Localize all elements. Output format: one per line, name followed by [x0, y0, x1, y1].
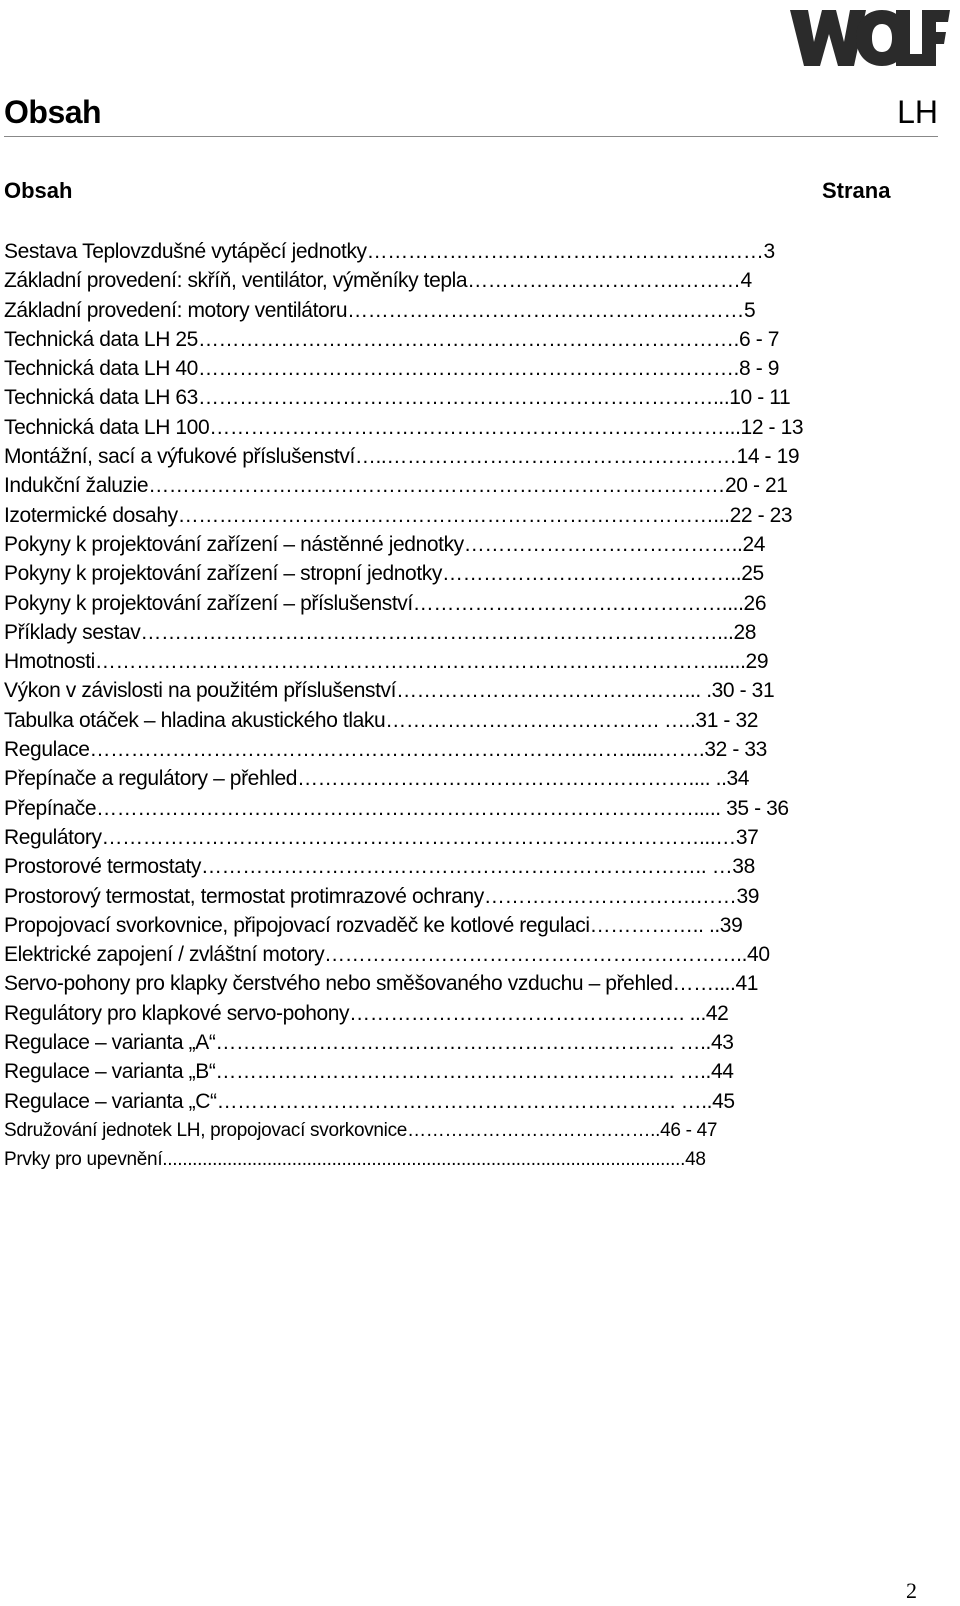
- toc-item: Technická data LH 100…………………………………………………………………...12 - 13: [4, 415, 804, 439]
- toc-item: Základní provedení: motory ventilátoru………………………………………….………5: [4, 298, 756, 322]
- toc-item: Základní provedení: skříň, ventilátor, výměníky tepla………………………….………4: [4, 269, 752, 293]
- header-divider: [4, 136, 938, 137]
- toc-heading: Obsah: [4, 178, 73, 203]
- toc-item: Technická data LH 63…………………………………………………………………...10 - 11: [4, 386, 791, 410]
- toc-item: Elektrické zapojení / zvláštní motory……………………………………………………..40: [4, 943, 770, 967]
- page-column-heading: Strana: [822, 178, 891, 203]
- toc-item: Regulace – varianta „B“…………………………………………………………. …..44: [4, 1060, 734, 1084]
- page-title: Obsah: [4, 94, 102, 130]
- toc-item: Sdružování jednotek LH, propojovací svorkovnice…………………………………..46 - 47: [4, 1119, 718, 1141]
- toc-item: Přepínače a regulátory – přehled………………………………………………….... ..34: [4, 767, 750, 791]
- toc-item: Montážní, sací a výfukové příslušenství…..……………………………………………14 - 19: [4, 445, 800, 469]
- toc-item: Pokyny k projektování zařízení – nástěnné jednotky…………………………………..24: [4, 532, 766, 556]
- toc-item: Prvky pro upevnění.........................................................................................................48: [4, 1149, 706, 1171]
- table-of-contents: [4, 237, 904, 1175]
- toc-item: Servo-pohony pro klapky čerstvého nebo směšovaného vzduchu – přehled……....41: [4, 972, 759, 996]
- wolf-logo: [790, 4, 950, 70]
- toc-item: Přepínače……………………………………………………………………………..... 35 - 36: [4, 796, 789, 820]
- toc-item: Regulátory pro klapkové servo-pohony…………………………………………. ...42: [4, 1001, 729, 1025]
- toc-item: Prostorové termostaty……………………………………………………………….. …38: [4, 855, 755, 879]
- toc-item: Izotermické dosahy……………………………………………………………………...22 - 23: [4, 503, 793, 527]
- toc-item: Regulace – varianta „A“…………………………………………………………. …..43: [4, 1031, 734, 1055]
- toc-item: Pokyny k projektování zařízení – příslušenství………………………………………....26: [4, 591, 767, 615]
- toc-item: Sestava Teplovzdušné vytápěcí jednotky…………………………………………….……3: [4, 240, 775, 263]
- wolf-logo-text: [950, 4, 951, 5]
- toc-item: Regulátory……………………………………………………………………………...…37: [4, 825, 759, 849]
- document-code: LH: [897, 94, 938, 130]
- toc-item: Indukční žaluzie…………………………………………………………………………20 - 21: [4, 474, 788, 498]
- toc-item: Pokyny k projektování zařízení – stropní jednotky……………………………………..25: [4, 562, 764, 586]
- toc-item: Technická data LH 40…………………………………………………………………….8 - 9: [4, 357, 780, 381]
- toc-item: Regulace……………………………………………………………………......…….32 - 33: [4, 738, 767, 762]
- toc-item: Hmotnosti………………………………………………………………………………......29: [4, 650, 769, 674]
- wolf-logo-graphic: [790, 4, 950, 70]
- toc-item: Tabulka otáček – hladina akustického tlaku…………………………………. …..31 - 32: [4, 708, 759, 732]
- toc-item: Výkon v závislosti na použitém příslušenství……………………………………... .30 - 31: [4, 679, 775, 703]
- page-number: 2: [906, 1578, 917, 1603]
- toc-item: Příklady sestav…………………………………………………………………………...28: [4, 620, 757, 644]
- toc-item: Prostorový termostat, termostat protimrazové ochrany………………………….……39: [4, 884, 760, 908]
- toc-item: Propojovací svorkovnice, připojovací rozvaděč ke kotlové regulaci…………….. ..39: [4, 913, 743, 937]
- toc-item: Technická data LH 25…………………………………………………………………….6 - 7: [4, 327, 780, 351]
- toc-item: Regulace – varianta „C“…………………………………………………………. …..45: [4, 1089, 735, 1113]
